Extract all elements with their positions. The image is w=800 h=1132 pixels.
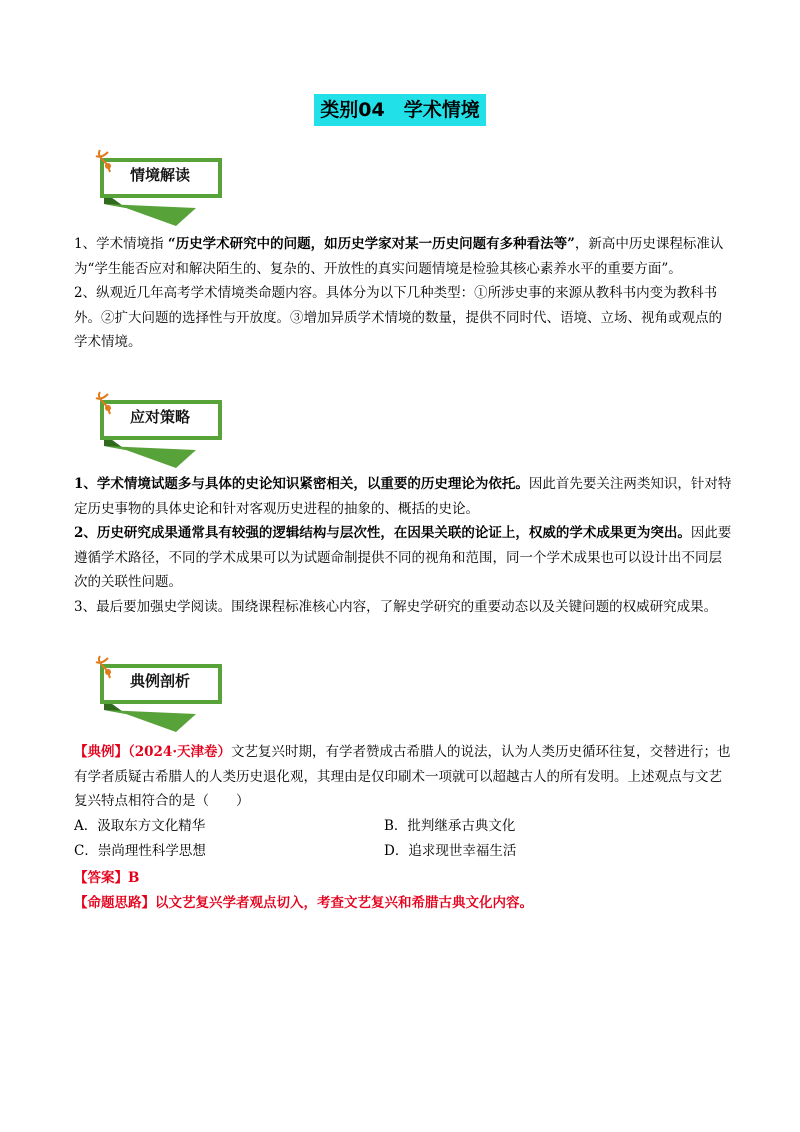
idea-text: 以文艺复兴学者观点切入，考查文艺复兴和希腊古典文化内容。 [155,894,533,911]
badge-label: 应对策略 [129,408,190,426]
badge-frame-icon [86,146,226,226]
reading-paragraph-1 [74,232,734,281]
section-badge-reading [86,146,226,226]
option-d: D．追求现世幸福生活 [384,843,517,859]
section-badge-example [86,652,226,732]
option-a: A．汲取东方文化精华 [74,818,206,834]
example-tag: 【典例】 [74,744,128,760]
reading-p1-rest: ，新高中历史课程标准认为“学生能否应对和解决陌生的、复杂的、开放性的真实问题情境是检验其核心素养水平的重要方面”。 [74,236,724,277]
example-block [74,740,734,814]
example-question-text: 文艺复兴时期，有学者赞成古希腊人的说法，认为人类历史循环往复，交替进行；也有学者质疑古希腊人的人类历史退化观，其理由是仅印刷术一项就可以超越古人的所有发明。上述观点与文艺复兴特点相符合的是（ ） [74,744,731,809]
badge-label: 情境解读 [129,166,190,184]
example-options [74,814,734,864]
strategy-p2-rest: 因此要遵循学术路径，不同的学术成果可以为试题命制提供不同的视角和范围，同一个学术成果也可以设计出不同层次的关联性问题。 [74,525,732,590]
options-row-1 [74,814,734,839]
badge-frame-icon [86,652,226,732]
idea-tag: 【命题思路】 [74,894,155,911]
page-title: 类别04 学术情境 [314,94,485,126]
strategy-p1-rest: 因此首先要关注两类知识，针对特定历史事物的具体史论和针对客观历史进程的抽象的、概括的史论。 [74,476,732,517]
options-row-2 [74,839,734,864]
reading-paragraph-2: 2、纵观近几年高考学术情境类命题内容。具体分为以下几种类型：①所涉史事的来源从教科书内变为教科书外。②扩大问题的选择性与开放度。③增加异质学术情境的数量，提供不同时代、语境、立场、视角或观点的学术情境。 [74,285,722,350]
strategy-p2-bold: 2、历史研究成果通常具有较强的逻辑结构与层次性，在因果关联的论证上，权威的学术成果更为突出。 [74,525,691,541]
title-wrap [0,94,800,126]
answer-block [74,866,734,915]
strategy-p1-bold: 1、学术情境试题多与具体的史论知识紧密相关，以重要的历史理论为依托。 [74,476,529,492]
idea-line [74,891,734,916]
option-c: C．崇尚理性科学思想 [74,843,206,859]
option-b: B．批判继承古典文化 [384,818,516,834]
example-source: （2024·天津卷） [128,744,232,760]
strategy-paragraph-3: 3、最后要加强史学阅读。围绕课程标准核心内容，了解史学研究的重要动态以及关键问题的权威研究成果。 [74,598,718,615]
strategy-block [74,472,734,619]
example-question [74,740,734,814]
badge-frame-icon [86,388,226,468]
answer-value: B [128,870,140,886]
strategy-paragraph-1 [74,472,734,521]
badge-label: 典例剖析 [129,672,190,690]
reading-block [74,232,734,355]
strategy-paragraph-2 [74,521,734,595]
answer-tag: 【答案】 [74,870,128,886]
answer-line [74,866,734,891]
section-badge-strategy [86,388,226,468]
reading-p1-lead: 1、学术情境指 [74,236,168,252]
reading-p1-bold: “历史学术研究中的问题，如历史学家对某一历史问题有多种看法等” [167,236,575,252]
